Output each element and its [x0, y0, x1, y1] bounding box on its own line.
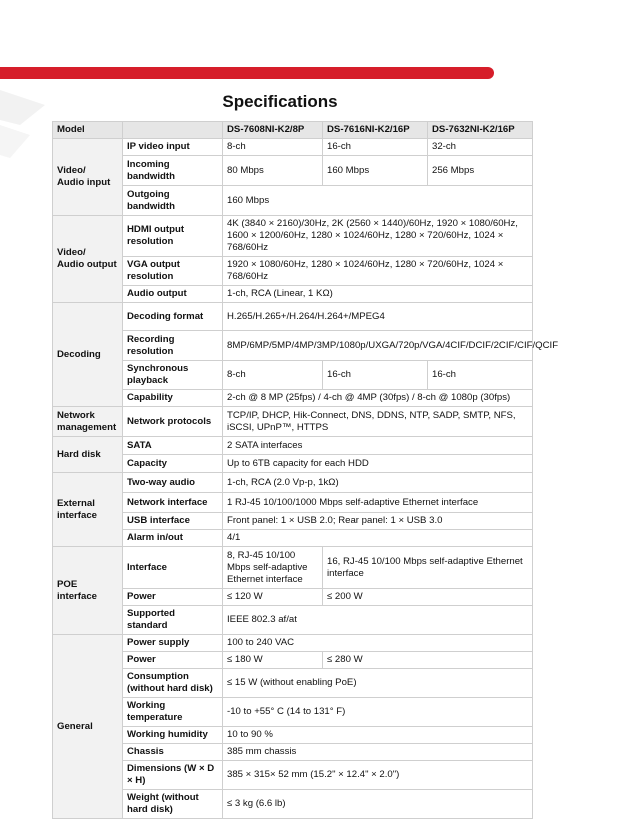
cell: 80 Mbps [223, 156, 323, 186]
cell: 8-ch [223, 139, 323, 156]
table-row [53, 744, 533, 761]
header-red-bar [0, 67, 494, 79]
row-label: Power [123, 652, 223, 669]
row-label: Interface [123, 547, 223, 589]
category-video-output: Video/ Audio output [53, 216, 123, 303]
row-label: USB interface [123, 513, 223, 530]
cell: TCP/IP, DHCP, Hik-Connect, DNS, DDNS, NTP, SADP, SMTP, NFS, iSCSI, UPnP™, HTTPS [223, 407, 533, 437]
row-label: Power supply [123, 635, 223, 652]
cell: ≤ 15 W (without enabling PoE) [223, 669, 533, 698]
cell: 16-ch [323, 139, 428, 156]
cell: 100 to 240 VAC [223, 635, 533, 652]
row-label: Chassis [123, 744, 223, 761]
cell: 160 Mbps [323, 156, 428, 186]
table-row [53, 790, 533, 819]
table-row [53, 331, 533, 361]
row-label: IP video input [123, 139, 223, 156]
row-label: Recording resolution [123, 331, 223, 361]
table-row [53, 698, 533, 727]
cell: 16-ch [323, 361, 428, 390]
row-label: Supported standard [123, 606, 223, 635]
category-decoding: Decoding [53, 303, 123, 407]
cell: 160 Mbps [223, 186, 533, 216]
category-video-input: Video/ Audio input [53, 139, 123, 216]
table-header-row [53, 122, 533, 139]
table-row [53, 547, 533, 589]
model-label: Model [53, 122, 123, 139]
cell: 1920 × 1080/60Hz, 1280 × 1024/60Hz, 1280 × 720/60Hz, 1024 × 768/60Hz [223, 257, 533, 286]
model-2: DS-7616NI-K2/16P [323, 122, 428, 139]
cell: 16-ch [428, 361, 533, 390]
row-label: HDMI output resolution [123, 216, 223, 257]
row-label: Working temperature [123, 698, 223, 727]
cell: Front panel: 1 × USB 2.0; Rear panel: 1 × USB 3.0 [223, 513, 533, 530]
table-row [53, 407, 533, 437]
cell: 1-ch, RCA (2.0 Vp-p, 1kΩ) [223, 473, 533, 493]
cell: 2-ch @ 8 MP (25fps) / 4-ch @ 4MP (30fps) / 8-ch @ 1080p (30fps) [223, 390, 533, 407]
cell: 385 mm chassis [223, 744, 533, 761]
table-row [53, 493, 533, 513]
cell: 4K (3840 × 2160)/30Hz, 2K (2560 × 1440)/60Hz, 1920 × 1080/60Hz, 1600 × 1200/60Hz, 1280 × 1024/60Hz, 1280 × 720/60Hz, 1024 × 768/60Hz [223, 216, 533, 257]
cell: -10 to +55° C (14 to 131° F) [223, 698, 533, 727]
table-row [53, 761, 533, 790]
cell: ≤ 120 W [223, 589, 323, 606]
cell: ≤ 180 W [223, 652, 323, 669]
row-label: Outgoing bandwidth [123, 186, 223, 216]
cell: 256 Mbps [428, 156, 533, 186]
cell: H.265/H.265+/H.264/H.264+/MPEG4 [223, 303, 533, 331]
row-label: Two-way audio [123, 473, 223, 493]
row-label: Alarm in/out [123, 530, 223, 547]
cell: 8, RJ-45 10/100 Mbps self-adaptive Ethernet interface [223, 547, 323, 589]
table-row [53, 513, 533, 530]
cell: IEEE 802.3 af/at [223, 606, 533, 635]
category-hard-disk: Hard disk [53, 437, 123, 473]
table-row [53, 257, 533, 286]
cell: 16, RJ-45 10/100 Mbps self-adaptive Ethernet interface [323, 547, 533, 589]
row-label: Synchronous playback [123, 361, 223, 390]
table-row [53, 139, 533, 156]
specs-table [52, 121, 559, 819]
table-row [53, 635, 533, 652]
table-row [53, 606, 533, 635]
table-row [53, 727, 533, 744]
table-row [53, 530, 533, 547]
table-row [53, 437, 533, 455]
model-3: DS-7632NI-K2/16P [428, 122, 533, 139]
row-label: Capacity [123, 455, 223, 473]
row-label: Dimensions (W × D × H) [123, 761, 223, 790]
row-label: Consumption (without hard disk) [123, 669, 223, 698]
table-row [53, 669, 533, 698]
row-label: Decoding format [123, 303, 223, 331]
table-row [53, 186, 533, 216]
category-network: Network management [53, 407, 123, 437]
cell: Up to 6TB capacity for each HDD [223, 455, 533, 473]
row-label: Power [123, 589, 223, 606]
row-label: Weight (without hard disk) [123, 790, 223, 819]
row-label: Audio output [123, 286, 223, 303]
table-row [53, 473, 533, 493]
table-row [53, 652, 533, 669]
cell: 32-ch [428, 139, 533, 156]
category-general: General [53, 635, 123, 819]
cell: 1-ch, RCA (Linear, 1 KΩ) [223, 286, 533, 303]
row-label: Network interface [123, 493, 223, 513]
row-label: Capability [123, 390, 223, 407]
row-label: SATA [123, 437, 223, 455]
category-external: External interface [53, 473, 123, 547]
row-label: VGA output resolution [123, 257, 223, 286]
cell: 8-ch [223, 361, 323, 390]
table-row [53, 303, 533, 331]
cell: 10 to 90 % [223, 727, 533, 744]
table-row [53, 589, 533, 606]
cell: ≤ 200 W [323, 589, 533, 606]
page-title: Specifications [222, 92, 338, 111]
cell: 1 RJ-45 10/100/1000 Mbps self-adaptive Ethernet interface [223, 493, 533, 513]
table-row [53, 361, 533, 390]
table-row [53, 216, 533, 257]
cell: ≤ 280 W [323, 652, 533, 669]
table-row [53, 455, 533, 473]
row-label: Incoming bandwidth [123, 156, 223, 186]
model-1: DS-7608NI-K2/8P [223, 122, 323, 139]
table-row [53, 156, 533, 186]
table-row [53, 286, 533, 303]
cell: ≤ 3 kg (6.6 lb) [223, 790, 533, 819]
model-blank [123, 122, 223, 139]
row-label: Network protocols [123, 407, 223, 437]
cell: 2 SATA interfaces [223, 437, 533, 455]
cell: 4/1 [223, 530, 533, 547]
cell: 385 × 315× 52 mm (15.2" × 12.4" × 2.0") [223, 761, 533, 790]
category-poe: POE interface [53, 547, 123, 635]
cell: 8MP/6MP/5MP/4MP/3MP/1080p/UXGA/720p/VGA/4CIF/DCIF/2CIF/CIF/QCIF [223, 331, 533, 361]
row-label: Working humidity [123, 727, 223, 744]
table-row [53, 390, 533, 407]
